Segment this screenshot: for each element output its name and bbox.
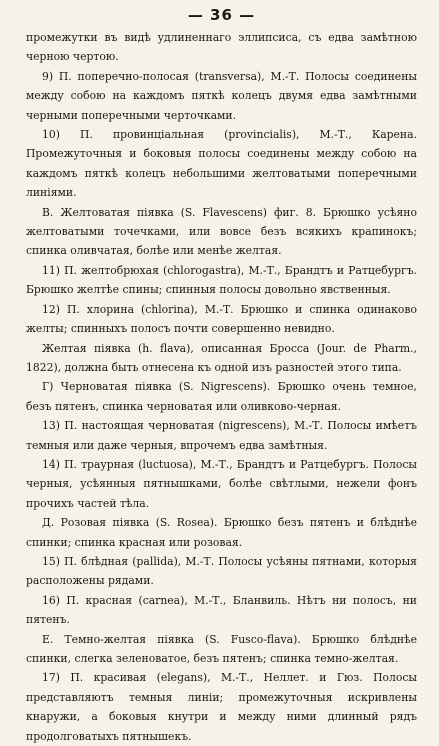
paragraph-pallida: 15) П. блѣдная (pallida), М.-Т. Полосы усѣяны пятнами, которыя расположены рядами.	[26, 554, 417, 588]
paragraph-continuation: промежутки въ видѣ удлиненнаго эллипсиса, съ едва замѣтною черною чертою.	[26, 31, 417, 64]
section-fusco-flava: Е. Темно-желтая піявка (S. Fusco-flava). Брюшко блѣднѣе спинки, слегка зеленоватое, безъ пятенъ; спинка темно-желтая.	[26, 632, 417, 665]
paragraph-luctuosa: 14) П. траурная (luctuosa), М.-Т., Брандтъ и Ратцебургъ. Полосы черныя, усѣянныя пятнышками, болѣе свѣтлыми, нежели фонъ прочихъ частей тѣла.	[26, 457, 417, 510]
paragraph-transversa: 9) П. поперечно-полосая (transversa), М.-Т. Полосы соединены между собою на каждомъ пяткѣ колецъ двумя едва замѣтными черными поперечными черточками.	[26, 69, 417, 122]
section-nigrescens: Г) Черноватая піявка (S. Nigrescens). Брюшко очень темное, безъ пятенъ, спинка черноватая или оливково-черная.	[26, 380, 417, 413]
paragraph-chlorogastra: 11) П. желтобрюхая (chlorogastra), М.-Т., Брандтъ и Ратцебургъ. Брюшко желтѣе спины; спинныя полосы довольно явственныя.	[26, 263, 417, 297]
section-flavescens: В. Желтоватая піявка (S. Flavescens) фиг. 8. Брюшко усѣяно желтоватыми точечками, или вовсе безъ всякихъ крапинокъ; спинка оливчатая, болѣе или менѣе желтая.	[26, 205, 417, 258]
page-number: — 36 —	[187, 6, 256, 24]
paragraph-elegans: 17) П. красивая (elegans), М.-Т., Неллет. и Гюз. Полосы представляютъ темныя линіи; промежуточныя искривлены кнаружи, а боковыя кнутри и между ними длинный рядъ продолговатыхъ пятнышекъ.	[26, 671, 417, 743]
paragraph-nigrescens: 13) П. настоящая черноватая (nigrescens), М.-Т. Полосы имѣетъ темныя или даже черныя, впрочемъ едва замѣтныя.	[26, 419, 417, 452]
paragraph-chlorina: 12) П. хлорина (chlorina), М.-Т. Брюшко и спинка одинаково желты; спинныхъ полосъ почти совершенно невидно.	[26, 302, 417, 336]
paragraph-flava-note: Желтая піявка (h. flava), описанная Бросса (Jour. de Pharm., 1822), должна быть отнесена къ одной изъ разностей этого типа.	[26, 341, 417, 374]
paragraph-carnea: 16) П. красная (carnea), М.-Т., Бланвиль. Нѣтъ ни полосъ, ни пятенъ.	[26, 593, 417, 627]
paragraph-provincialis: 10) П. провинціальная (provincialis), М.-Т., Карена. Промежуточныя и боковыя полосы соединены между собою на каждомъ пяткѣ колецъ небольшими желтоватыми поперечными линіями.	[26, 128, 417, 200]
section-rosea: Д. Розовая піявка (S. Rosea). Брюшко безъ пятенъ и блѣднѣе спинки; спинка красная или розовая.	[26, 516, 417, 549]
